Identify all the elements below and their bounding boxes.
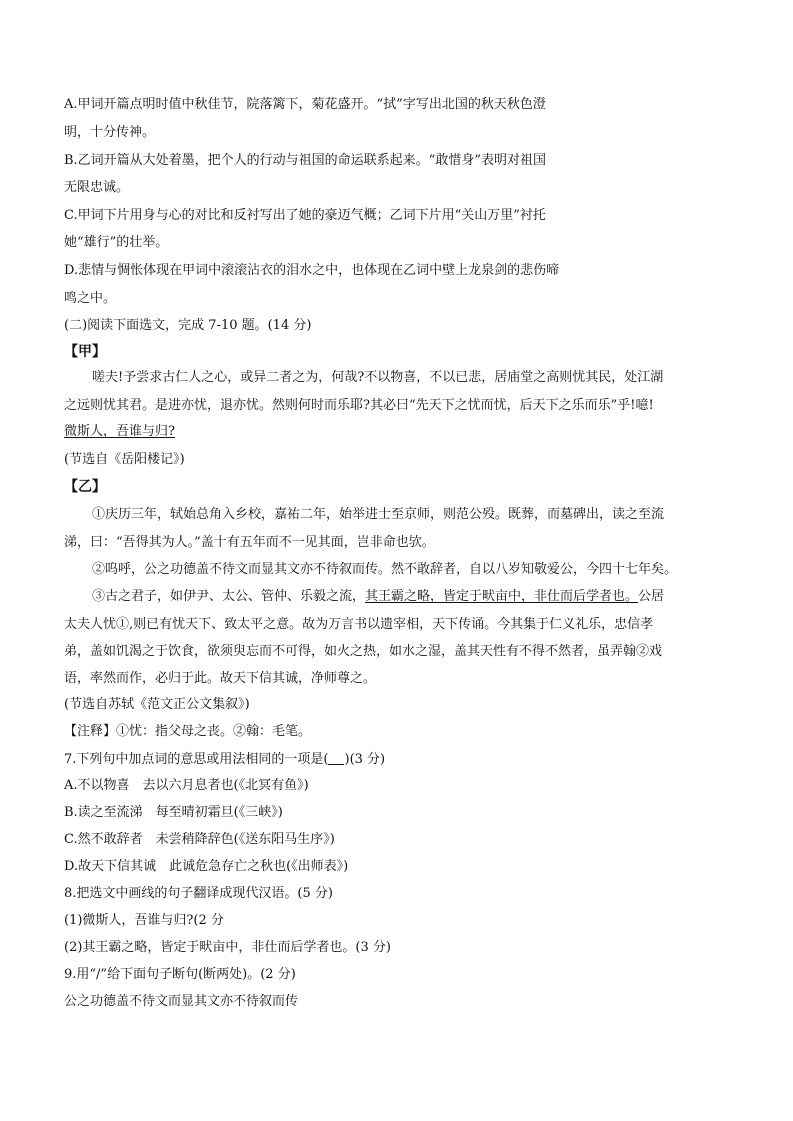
jia-paragraph-line2: 之远则忧其君。是进亦忧，退亦忧。然则何时而乐耶?其必曰“先天下之忧而忧，后天下之乐而乐”乎!噫! (64, 398, 654, 413)
question-9-stem: 9.用“/”给下面句子断句(断两处)。(2 分) (64, 967, 296, 982)
yi-paragraph3-line1 (92, 589, 664, 605)
q7-option-c: C.然不敢辞者 未尝稍降辞色(《送东阳马生序》) (64, 832, 335, 847)
q7-points: (3 分) (349, 752, 386, 767)
option-d-line1: D.悲情与惆怅体现在甲词中滚滚沾衣的泪水之中，也体现在乙词中壁上龙泉剑的悲伤啼 (64, 263, 560, 278)
yi-p3-suffix: 公居 (638, 589, 665, 604)
q7-option-b: B.读之至流涕 每至晴初霜旦(《三峡》) (64, 805, 283, 820)
option-b-line1: B.乙词开篇从大处着墨，把个人的行动与祖国的命运联系起来。“敢惜身”表明对祖国 (64, 153, 546, 168)
q7-stem-text: 7.下列句中加点词的意思或用法相同的一项是 (64, 752, 324, 767)
yi-paragraph3-line4: 语，率然而作，必归于此。故天下信其诚，净师尊之。 (64, 671, 377, 686)
yi-paragraph1-line1: ①庆历三年，轼始总角入乡校，嘉祐二年，始举进士至京师，则范公殁。既葬，而墓碑出，读之至流 (92, 507, 665, 522)
yi-source: (节选自苏轼《范文正公文集叙》) (64, 697, 250, 712)
option-b-line2: 无限忠诚。 (64, 180, 130, 195)
annotation-note: 【注释】①忧：指父母之丧。②翰：毛笔。 (64, 724, 312, 739)
section2-intro: (二)阅读下面选文，完成 7-10 题。(14 分) (64, 318, 312, 333)
option-d-line2: 鸣之中。 (64, 291, 117, 306)
yi-p3-prefix: ③古之君子，如伊尹、太公、管仲、乐毅之流， (92, 589, 366, 604)
jia-paragraph-line1: 嗟夫!予尝求古仁人之心，或异二者之为，何哉?不以物喜，不以已悲，居庙堂之高则忧其民，处江湖 (92, 370, 664, 385)
yi-paragraph3-line3: 弟，盖如饥渴之于饮食，欲须臾忘而不可得，如火之热，如水之湿，盖其天性有不得不然者，虽弄翰②戏 (64, 644, 663, 659)
yi-paragraph3-line2: 太夫人忧①,则已有忧天下、致太平之意。故为万言书以遗宰相，天下传诵。今其集于仁义礼乐，忠信孝 (64, 617, 654, 632)
answer-blank[interactable] (328, 751, 344, 765)
jia-source: (节选自《岳阳楼记》) (64, 452, 185, 467)
yi-label: 【乙】 (64, 479, 106, 495)
option-c-line1: C.甲词下片用身与心的对比和反衬写出了她的豪迈气概；乙词下片用“关山万里”衬托 (64, 208, 546, 223)
yi-underlined-sentence: 其王霸之略，皆定于畎亩中，非仕而后学者也。 (365, 589, 639, 604)
q7-option-a: A.不以物喜 去以六月息者也(《北冥有鱼》) (64, 778, 309, 793)
option-a-line1: A.甲词开篇点明时值中秋佳节，院落篱下，菊花盛开。“拭”字写出北国的秋天秋色澄 (64, 97, 546, 112)
q7-option-d: D.故天下信其诚 此诚危急存亡之秋也(《出师表》) (64, 859, 349, 874)
yi-paragraph2: ②呜呼，公之功德盖不待文而显其文亦不待叙而传。然不敢辞者，自以八岁知敬爱公，今四十七年矣。 (92, 562, 678, 577)
yi-paragraph1-line2: 涕，曰：“吾得其为人。”盖十有五年而不一见其面，岂非命也欤。 (64, 535, 435, 550)
q9-sentence: 公之功德盖不待文而显其文亦不待叙而传 (64, 994, 299, 1009)
question-8-stem: 8.把选文中画线的句子翻译成现代汉语。(5 分) (64, 886, 333, 901)
jia-label: 【甲】 (64, 344, 106, 360)
question-7-stem: 7.下列句中加点词的意思或用法相同的一项是( )(3 分) (64, 752, 386, 767)
jia-underlined-sentence: 微斯人，吾谁与归? (64, 424, 175, 439)
q8-sentence-1: (1)微斯人，吾谁与归?(2 分 (64, 913, 224, 928)
q8-sentence-2: (2)其王霸之略，皆定于畎亩中，非仕而后学者也。(3 分) (64, 940, 391, 955)
option-c-line2: 她“雄行”的壮举。 (64, 235, 169, 250)
option-a-line2: 明，十分传神。 (64, 125, 156, 140)
